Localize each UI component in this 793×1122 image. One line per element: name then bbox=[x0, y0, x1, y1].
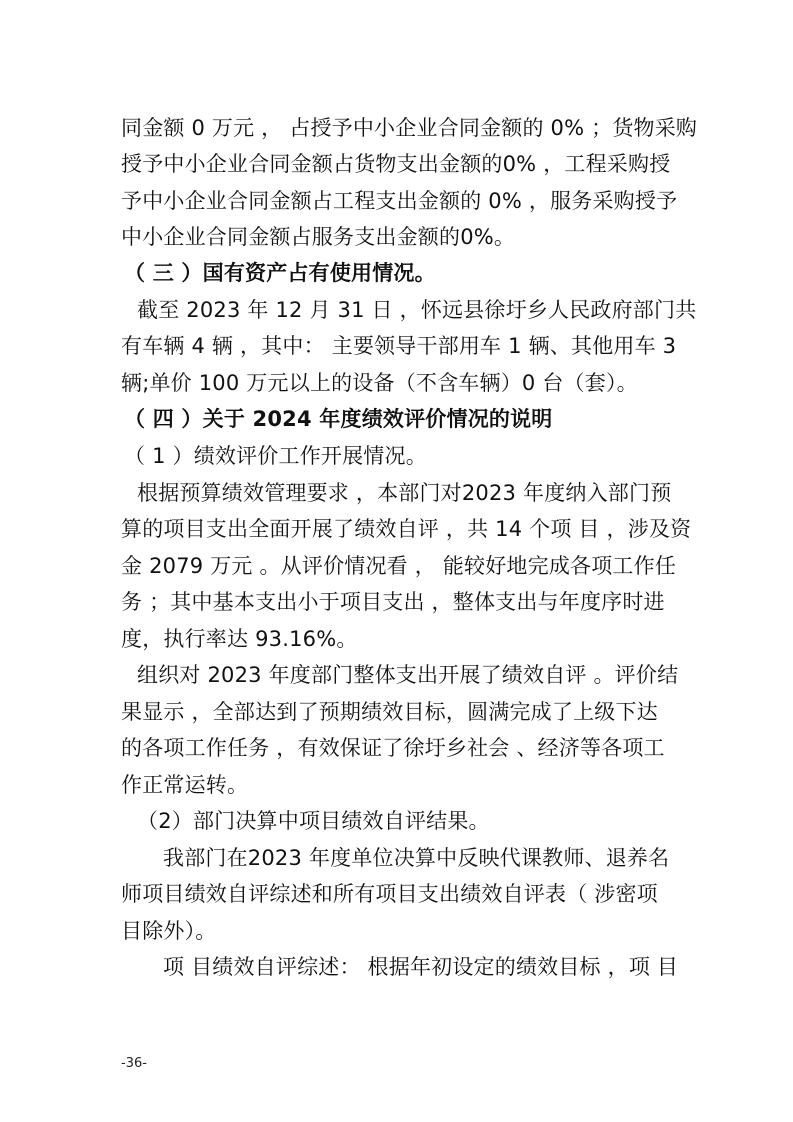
text-line: 同金额 0 万元 ， 占授予中小企业合同金额的 0% ；货物采购 bbox=[121, 116, 698, 140]
text-line: 授予中小企业合同金额占货物支出金额的0% ，工程采购授 bbox=[121, 152, 671, 176]
text-line: 金 2079 万元 。从评价情况看 ， 能较好地完成各项工作任 bbox=[121, 554, 677, 578]
paragraph-line: 组织对 2023 年度部门整体支出开展了绩效自评 。评价结 bbox=[137, 663, 679, 687]
text-line: 度，执行率达 93.16%。 bbox=[121, 627, 358, 651]
text-line: 的各项工作任务 ，有效保证了徐圩乡社会 、经济等各项工 bbox=[121, 736, 665, 760]
section-heading: （ 四 ）关于 2024 年度绩效评价情况的说明 bbox=[124, 407, 553, 431]
paragraph-line: 我部门在2023 年度单位决算中反映代课教师、退养名 bbox=[163, 846, 670, 870]
text-line: 果显示 ，全部达到了预期绩效目标，圆满完成了上级下达 bbox=[121, 700, 658, 724]
paragraph-line: 根据预算绩效管理要求 ，本部门对2023 年度纳入部门预 bbox=[137, 481, 672, 505]
page-number: -36- bbox=[121, 1056, 147, 1071]
text-line: 有车辆 4 辆 ，其中： 主要领导干部用车 1 辆、其他用车 3 bbox=[121, 334, 677, 358]
section-heading: （ 三 ）国有资产占有使用情况。 bbox=[124, 261, 436, 285]
text-line: 作正常运转。 bbox=[121, 773, 249, 797]
subsection-heading: （ 1 ）绩效评价工作开展情况。 bbox=[124, 444, 427, 468]
paragraph-line: 截至 2023 年 12 月 31 日 ，怀远县徐圩乡人民政府部门共 bbox=[137, 298, 697, 322]
text-line: 务 ；其中基本支出小于项目支出 ，整体支出与年度序时进 bbox=[121, 590, 665, 614]
text-line: 予中小企业合同金额占工程支出金额的 0% ，服务采购授予 bbox=[121, 189, 678, 213]
text-line: 算的项目支出全面开展了绩效自评 ，共 14 个项 目 ，涉及资 bbox=[121, 517, 692, 541]
text-line: 辆;单价 100 万元以上的设备（不含车辆）0 台（套）。 bbox=[121, 371, 638, 395]
paragraph-line: 项 目绩效自评综述： 根据年初设定的绩效目标 ，项 目 bbox=[163, 955, 679, 979]
text-line: 目除外）。 bbox=[121, 919, 217, 943]
text-line: 中小企业合同金额占服务支出金额的0%。 bbox=[121, 225, 516, 249]
text-line: 师项目绩效自评综述和所有项目支出绩效自评表（ 涉密项 bbox=[121, 882, 658, 906]
subsection-heading: （2）部门决算中项目绩效自评结果。 bbox=[137, 809, 490, 833]
